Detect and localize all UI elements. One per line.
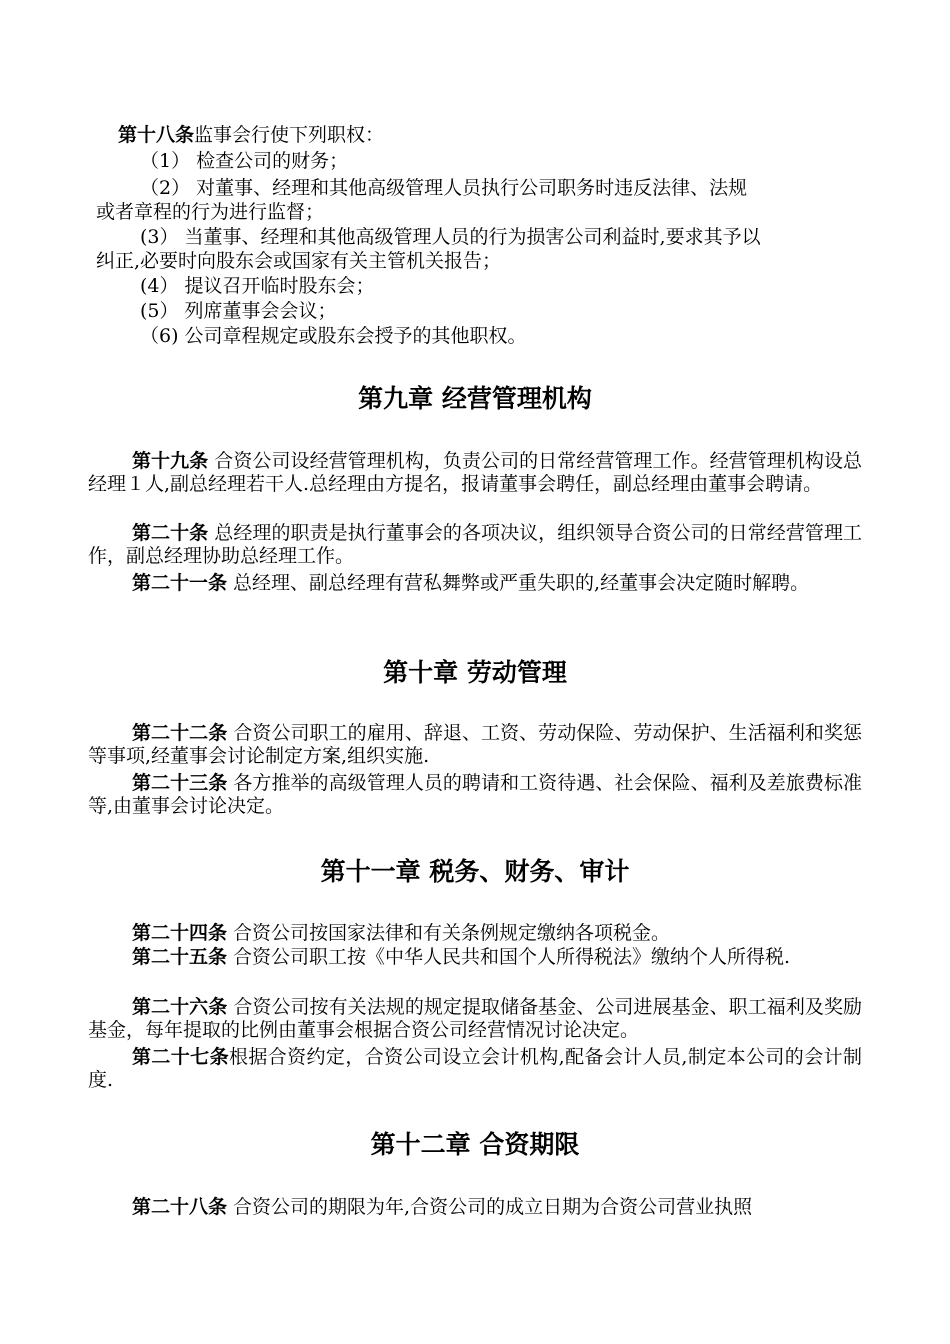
- article-28: [88, 1196, 862, 1219]
- chapter-heading: 第十章 劳动管理: [383, 658, 567, 687]
- chapter-heading: 第九章 经营管理机构: [358, 384, 592, 413]
- article-22: [88, 722, 862, 768]
- article-label: 第十九条: [132, 450, 209, 472]
- article-label: 第二十三条: [132, 772, 228, 794]
- article-text: 合资公司按国家法律和有关条例规定缴纳各项税金。: [227, 922, 671, 944]
- article-label: 第二十八条: [132, 1196, 228, 1218]
- article-text: 合资公司按有关法规的规定提取储备基金、公司进展基金、职工福利及奖励基金，每年提取的比例由董事会根据合资公司经营情况讨论决定。: [88, 996, 862, 1041]
- article-text: 监事会行使下列职权：: [194, 124, 385, 146]
- article-label: 第二十一条: [132, 572, 228, 594]
- article-text: 合资公司职工的雇用、辞退、工资、劳动保险、劳动保护、生活福利和奖惩等事项,经董事会讨论制定方案,组织实施.: [88, 722, 862, 767]
- chapter-heading: 第十一章 税务、财务、审计: [320, 857, 630, 886]
- article-label: 第十八条: [118, 124, 195, 146]
- article-21: [88, 572, 862, 595]
- list-item: (5） 列席董事会会议；: [140, 300, 337, 322]
- article-label: 第二十六条: [132, 996, 228, 1018]
- article-19: [88, 450, 862, 496]
- article-27: [88, 1046, 862, 1092]
- article-text: 合资公司设经营管理机构，负责公司的日常经营管理工作。经营管理机构设总经理１人,副总经理若干人.总经理由方提名，报请董事会聘任，副总经理由董事会聘请。: [88, 450, 862, 495]
- article-20: [88, 522, 862, 568]
- list-item: 纠正,必要时向股东会或国家有关主管机关报告；: [96, 250, 502, 272]
- article-label: 第二十七条: [132, 1046, 229, 1068]
- article-18: [118, 124, 384, 147]
- article-26: [88, 996, 862, 1042]
- article-text: 总经理、副总经理有营私舞弊或严重失职的,经董事会决定随时解聘。: [227, 572, 810, 594]
- article-text: 合资公司职工按《中华人民共和国个人所得税法》缴纳个人所得税.: [227, 946, 791, 968]
- chapter-heading: 第十二章 合资期限: [370, 1130, 580, 1159]
- list-item: （6) 公司章程规定或股东会授予的其他职权。: [140, 325, 527, 347]
- article-text: 根据合资约定，合资公司设立会计机构,配备会计人员,制定本公司的会计制度.: [88, 1046, 862, 1091]
- article-label: 第二十二条: [132, 722, 228, 744]
- list-item: （2） 对董事、经理和其他高级管理人员执行公司职务时违反法律、法规: [140, 177, 748, 199]
- article-label: 第二十五条: [132, 946, 228, 968]
- article-23: [88, 772, 862, 818]
- article-text: 合资公司的期限为年,合资公司的成立日期为合资公司营业执照: [227, 1196, 753, 1218]
- article-label: 第二十条: [132, 522, 209, 544]
- article-24: [88, 922, 862, 945]
- list-item: (3） 当董事、经理和其他高级管理人员的行为损害公司利益时,要求其予以: [140, 226, 761, 248]
- article-text: 总经理的职责是执行董事会的各项决议，组织领导合资公司的日常经营管理工作，副总经理协助总经理工作。: [88, 522, 862, 567]
- article-25: [88, 946, 862, 969]
- list-item: （1） 检查公司的财务；: [140, 150, 349, 172]
- article-label: 第二十四条: [132, 922, 228, 944]
- list-item: (4） 提议召开临时股东会；: [140, 275, 375, 297]
- article-text: 各方推举的高级管理人员的聘请和工资待遇、社会保险、福利及差旅费标准等,由董事会讨论决定。: [88, 772, 862, 817]
- list-item: 或者章程的行为进行监督；: [96, 201, 325, 223]
